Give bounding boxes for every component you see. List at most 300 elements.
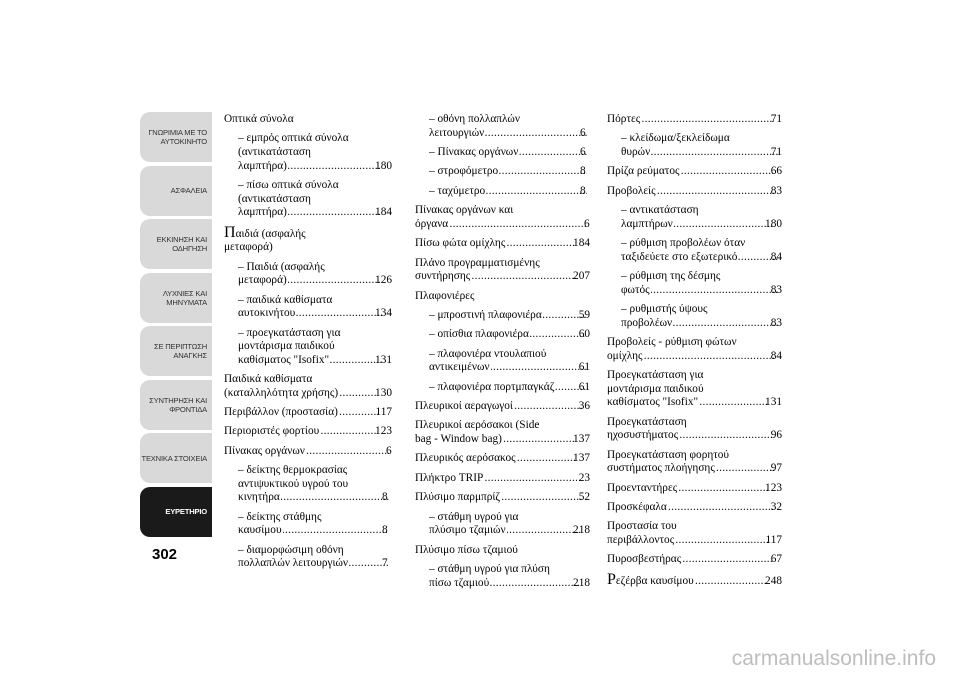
index-line: συστήματος πλοήγησης (607, 462, 715, 475)
index-leader-row: λειτουργιών ..... 6 (439, 127, 590, 141)
index-leader-row (607, 501, 782, 515)
index-line: Πλάνο προγραμματισμένης (415, 256, 540, 269)
index-entry-text (422, 146, 590, 160)
index-leader-row (415, 237, 590, 251)
index-entry-text (422, 309, 590, 323)
dot-leader (517, 452, 576, 466)
dot-leader (339, 387, 378, 401)
page-ref[interactable]: 61 (578, 380, 590, 393)
index-line: – στάθμη υγρού για πλύση (429, 562, 550, 575)
dot-leader (716, 462, 774, 476)
dot-leader (680, 165, 773, 179)
index-leader-row (607, 481, 782, 496)
index-leader-row (429, 308, 590, 323)
page-ref[interactable]: 184 (375, 206, 392, 219)
page-ref[interactable]: 52 (578, 491, 590, 504)
index-entry-text (422, 348, 590, 375)
index-leader-row (607, 165, 782, 179)
index-entry-text (607, 369, 782, 410)
dot-leader (668, 501, 774, 515)
index-entry-text (415, 452, 590, 466)
index-entry (224, 445, 392, 459)
index-entry-text (614, 270, 782, 297)
index-line: – δείκτης θερμοκρασίας (238, 464, 348, 477)
index-entry (415, 328, 590, 342)
index-line: – μπροστινή πλαφονιέρα (429, 308, 542, 321)
index-entry-text (415, 472, 590, 486)
page-ref[interactable]: 123 (765, 481, 782, 494)
index-line: Προβολείς - ρύθμιση φώτων (607, 336, 737, 349)
page-ref[interactable]: 83 (770, 283, 782, 296)
dot-leader (699, 396, 768, 410)
index-entry-text (231, 294, 392, 321)
index-leader-row (429, 361, 590, 375)
index-entry-text (614, 204, 782, 231)
page-ref[interactable]: 126 (375, 274, 392, 287)
index-leader-row (415, 270, 590, 284)
index-entry-text (607, 336, 782, 363)
page-ref[interactable]: 218 (573, 524, 590, 537)
index-entry-text (614, 237, 782, 264)
initial-letter: Ρ (607, 570, 616, 588)
index-line: Παιδικά καθίσματα (224, 373, 313, 386)
index-entry (415, 348, 590, 375)
index-entry (607, 449, 782, 476)
index-entry-text (607, 416, 782, 443)
index-line: Προεγκατάσταση φορητού (607, 448, 730, 461)
index-entry (224, 113, 392, 127)
dot-leader (306, 445, 389, 459)
index-column-2 (415, 113, 590, 596)
index-entry-text (607, 501, 782, 515)
index-entry (224, 544, 392, 571)
index-leader-row (429, 576, 590, 591)
index-line: Πλύσιμο παρμπρίζ (415, 491, 501, 504)
page-ref[interactable]: 97 (770, 462, 782, 475)
dot-leader (499, 165, 587, 179)
index-entry (415, 511, 590, 538)
index-line: θυρών (621, 145, 651, 158)
index-entry (415, 419, 590, 446)
page-ref[interactable]: 207 (573, 270, 590, 283)
index-entry-text (231, 132, 392, 173)
index-line: Πρίζα ρεύματος (607, 165, 680, 178)
dot-leader (651, 146, 778, 160)
dot-leader (288, 160, 382, 174)
index-leader-row (415, 452, 590, 466)
index-line: – αντικατάσταση (621, 204, 699, 217)
index-leader-row (224, 386, 392, 401)
index-line: – ταχύμετρο (429, 184, 486, 197)
index-entry-text (415, 400, 590, 414)
index-line: καθίσματος "Isofix" (607, 396, 699, 409)
dot-leader (491, 361, 586, 375)
index-line: ταξιδεύετε στο εξωτερικό (621, 250, 738, 263)
index-entry-text (422, 185, 590, 199)
index-entry (607, 553, 782, 567)
index-line: – πλαφονιέρα ντουλαπιού (429, 347, 547, 360)
section-tab[interactable]: ΕΚΚΙΝΗΣΗ ΚΑΙ ΟΔΗΓΗΣΗ (140, 219, 212, 269)
index-line: Προεγκατάσταση (607, 415, 687, 428)
dot-leader (506, 237, 576, 251)
dot-leader (449, 218, 587, 232)
index-line: πίσω τζαμιού (429, 576, 490, 589)
section-tab[interactable]: ΣΥΝΤΗΡΗΣΗ ΚΑΙ ΦΡΟΝΤΙΔΑ (140, 380, 212, 430)
index-entry-text (614, 132, 782, 159)
index-line: Οπτικά σύνολα (224, 113, 294, 125)
index-leader-row (238, 274, 392, 288)
dot-leader (486, 185, 587, 199)
index-line: – ρύθμιση της δέσμης (621, 270, 721, 283)
index-entry (415, 237, 590, 251)
page-ref[interactable]: 123 (375, 425, 392, 438)
index-line: Πλευρικοί αεραγωγοί (415, 400, 513, 413)
dot-leader (519, 146, 587, 160)
index-entry (415, 563, 590, 590)
index-leader-row: – στροφόμετρο ..... 8 (439, 165, 590, 179)
index-leader-row (429, 524, 590, 538)
index-line: Παιδιά (ασφαλής (224, 223, 306, 241)
page-ref[interactable]: 84 (770, 250, 782, 263)
index-line: – Πίνακας οργάνων (429, 145, 519, 158)
dot-leader (283, 524, 389, 538)
index-line: κινητήρα (238, 491, 280, 504)
index-leader-row: πολλαπλών λειτουργιών ..... 7 (248, 557, 392, 571)
index-line: πολλαπλών λειτουργιών (238, 557, 349, 570)
index-line: λαμπτήρων (621, 217, 673, 230)
index-entry-text (415, 257, 590, 284)
index-entry (607, 270, 782, 297)
section-tab[interactable]: ΣΕ ΠΕΡΙΠΤΩΣΗ ΑΝΑΓΚΗΣ (140, 326, 212, 376)
index-entry (607, 570, 782, 589)
page-ref[interactable]: 84 (770, 349, 782, 362)
index-line: καυσίμου (238, 524, 282, 537)
index-entry (415, 257, 590, 284)
index-line: συντήρησης (415, 270, 471, 283)
index-line: Περιβάλλον (προστασία) (224, 406, 338, 419)
section-tabs (140, 112, 212, 540)
section-tab[interactable]: ΤΕΧΝΙΚΑ ΣΤΟΙΧΕΙΑ (140, 433, 212, 483)
page-ref[interactable]: 96 (770, 429, 782, 442)
index-entry (415, 400, 590, 414)
section-tab[interactable]: ΑΣΦΑΛΕΙΑ (140, 166, 212, 216)
index-entry (607, 369, 782, 410)
index-leader-row (607, 462, 782, 476)
index-line: Προβολείς (607, 184, 656, 197)
index-leader-row (621, 283, 782, 298)
index-entry-text (422, 511, 590, 538)
index-line: Προστασία του (607, 520, 677, 533)
index-entry (607, 132, 782, 159)
index-line: – στροφόμετρο (429, 165, 499, 178)
page-ref[interactable]: 61 (578, 361, 590, 374)
dot-leader (503, 433, 576, 447)
index-line: Προσκέφαλα (607, 501, 667, 514)
dot-leader (485, 127, 587, 141)
index-line: όργανα (415, 217, 449, 230)
index-entry (607, 113, 782, 127)
page-ref[interactable]: 36 (578, 400, 590, 413)
index-entry-text (607, 482, 782, 496)
page-ref[interactable]: 131 (765, 396, 782, 409)
index-entry-text (231, 511, 392, 538)
index-line: λαμπτήρα) (238, 206, 287, 219)
index-line: Πυροσβεστήρας (607, 553, 682, 566)
index-entry (607, 501, 782, 515)
index-leader-row (621, 316, 782, 331)
index-leader-row (238, 353, 392, 368)
index-line: αντικειμένων (429, 361, 490, 374)
page-ref[interactable]: 218 (573, 576, 590, 589)
index-leader-row (415, 400, 590, 414)
page-ref[interactable]: 32 (770, 501, 782, 514)
index-line: (καταλληλότητα χρήσης) (224, 386, 339, 399)
index-entry (607, 204, 782, 231)
dot-leader (320, 425, 378, 439)
index-entry-text (231, 327, 392, 368)
index-entry (415, 113, 590, 140)
index-entry-text (607, 570, 782, 589)
index-entry (607, 520, 782, 547)
index-entry (607, 336, 782, 363)
index-leader-row (607, 349, 782, 364)
index-entry (415, 452, 590, 466)
index-line: αυτοκινήτου (238, 307, 296, 320)
index-leader-row: κινητήρα ..... 8 (248, 491, 392, 505)
index-leader-row (415, 471, 590, 486)
index-entry (415, 544, 590, 558)
index-entry-text (231, 464, 392, 505)
index-entry (415, 309, 590, 323)
index-line: Προενταντήρες (607, 481, 678, 494)
index-leader-row (621, 145, 782, 160)
index-leader-row (429, 328, 590, 342)
index-line: αντιψυκτικού υγρού του (238, 477, 349, 490)
dot-leader (657, 185, 774, 199)
index-line: Προεγκατάσταση για (607, 369, 704, 382)
dot-leader (675, 534, 768, 548)
index-line: λαμπτήρα) (238, 159, 287, 172)
section-tab[interactable]: ΛΥΧΝΙΕΣ ΚΑΙ ΜΗΝΥΜΑΤΑ (140, 273, 212, 323)
page-number: 302 (152, 546, 178, 563)
index-entry (224, 261, 392, 288)
index-entry-text (607, 185, 782, 199)
page-ref[interactable]: 117 (765, 534, 782, 546)
index-leader-row: όργανα ..... 6 (421, 218, 590, 232)
page-ref[interactable]: 67 (770, 553, 782, 566)
index-entry (607, 185, 782, 199)
index-line: – οθόνη πολλαπλών (429, 113, 520, 125)
index-line: – ρύθμιση προβολέων όταν (621, 237, 746, 250)
index-leader-row (238, 159, 392, 174)
page-ref[interactable]: 59 (578, 308, 590, 321)
index-line: προβολέων (621, 316, 673, 329)
page-ref[interactable]: 137 (573, 452, 590, 465)
page-ref[interactable]: 23 (578, 471, 590, 484)
index-entry-text (607, 553, 782, 567)
page-ref[interactable]: 180 (765, 217, 782, 230)
page-ref[interactable]: 248 (765, 574, 782, 587)
index-leader-row (621, 250, 782, 265)
index-entry-text (422, 328, 590, 342)
index-leader-row (415, 433, 590, 447)
index-leader-row: – Πίνακας οργάνων ..... 6 (439, 146, 590, 160)
dot-leader (678, 482, 768, 496)
dot-leader (281, 491, 389, 505)
index-entry (224, 511, 392, 538)
dot-leader (674, 218, 772, 232)
index-line: καθίσματος "Isofix" (238, 353, 330, 366)
page-ref[interactable]: 71 (770, 113, 782, 125)
index-line: πλύσιμο τζαμιών (429, 524, 506, 537)
index-line: (αντικατάσταση (238, 192, 311, 205)
index-leader-row (607, 396, 782, 410)
index-line: μεταφορά) (224, 241, 273, 254)
index-line: (αντικατάσταση (238, 145, 311, 158)
index-entry (224, 464, 392, 505)
index-line: μοντάρισμα παιδικού (607, 382, 704, 395)
index-entry (224, 327, 392, 368)
index-leader-row (607, 534, 782, 548)
dot-leader (296, 307, 382, 321)
section-tab[interactable]: ΓΝΩΡΙΜΙΑ ΜΕ ΤΟ ΑΥΤΟΚΙΝΗΤΟ (140, 112, 212, 162)
watermark: carmanualsonline.info (731, 647, 936, 670)
index-entry (224, 406, 392, 420)
page-ref[interactable]: 130 (375, 386, 392, 399)
index-line: – διαμορφώσιμη οθόνη (238, 543, 344, 556)
index-leader-row (621, 217, 782, 232)
dot-leader (644, 350, 774, 364)
index-leader-row (238, 307, 392, 321)
page-ref[interactable]: 83 (770, 184, 782, 197)
index-entry (607, 237, 782, 264)
page-ref[interactable]: 60 (578, 328, 590, 341)
dot-leader (679, 429, 774, 443)
index-leader-row (607, 113, 782, 127)
index-entry (607, 416, 782, 443)
index-entry-text (607, 520, 782, 547)
index-line: bag - Window bag) (415, 433, 502, 446)
index-line: – κλείδωμα/ξεκλείδωμα (621, 132, 730, 145)
index-leader-row (429, 380, 590, 395)
index-entry-text (415, 204, 590, 231)
index-leader-row: καυσίμου ..... 8 (248, 524, 392, 538)
index-line: Ρεζέρβα καυσίμου (607, 570, 694, 588)
page-ref[interactable]: 137 (573, 433, 590, 446)
index-line: ηχοσυστήματος (607, 429, 679, 442)
index-line: μοντάρισμα παιδικού (238, 340, 335, 353)
index-leader-row: – ταχύμετρο ..... 8 (439, 185, 590, 199)
page-ref[interactable]: 180 (375, 159, 392, 172)
page-ref[interactable]: 117 (375, 406, 392, 419)
index-entry (224, 132, 392, 173)
page-ref[interactable]: 83 (770, 316, 782, 329)
index-column-1 (224, 113, 392, 577)
initial-letter: Π (224, 223, 236, 241)
index-entry (607, 165, 782, 179)
index-leader-row (224, 406, 392, 420)
index-line: Πόρτες (607, 113, 641, 125)
index-entry (415, 165, 590, 179)
index-entry (415, 472, 590, 486)
dot-leader (490, 577, 580, 591)
index-entry-text (415, 237, 590, 251)
dot-leader (339, 406, 379, 420)
index-entry-text (607, 449, 782, 476)
page-ref[interactable]: 66 (770, 165, 782, 178)
index-line: – πίσω οπτικά σύνολα (238, 178, 339, 191)
index-entry (415, 185, 590, 199)
index-line: – οπίσθια πλαφονιέρα (429, 328, 529, 341)
index-line: – προεγκατάσταση για (238, 326, 341, 339)
index-leader-row: Πίνακας οργάνων ..... 6 (230, 445, 392, 459)
dot-leader (514, 400, 582, 414)
index-entry (224, 373, 392, 400)
dot-leader (288, 206, 382, 220)
index-entry (224, 223, 392, 255)
index-entry-text (415, 491, 590, 505)
index-entry (415, 146, 590, 160)
index-line: – στάθμη υγρού για (429, 510, 519, 523)
dot-leader (501, 491, 582, 505)
index-entry-text (224, 113, 392, 127)
index-entry (607, 482, 782, 496)
index-line: – παιδικά καθίσματα (238, 293, 333, 306)
index-entry-text (224, 445, 392, 459)
section-tab[interactable]: ΕΥΡΕΤΗΡΙΟ (140, 487, 212, 537)
index-column-3 (607, 113, 782, 594)
dot-leader (695, 575, 768, 589)
page-ref[interactable]: 71 (770, 145, 782, 158)
dot-leader (651, 284, 778, 298)
index-line: περιβάλλοντος (607, 534, 675, 546)
index-entry-text (415, 544, 590, 558)
index-entry (415, 491, 590, 505)
index-entry-text (422, 563, 590, 590)
index-line: Πίνακας οργάνων (224, 444, 305, 457)
index-entry (415, 204, 590, 231)
index-leader-row (224, 425, 392, 439)
index-line: Πλευρικοί αερόσακοι (Side (415, 419, 540, 432)
index-entry-text (607, 113, 782, 127)
dot-leader (641, 113, 774, 127)
dot-leader (682, 553, 774, 567)
dot-leader (530, 328, 586, 342)
page-ref[interactable]: 184 (573, 237, 590, 250)
page-ref[interactable]: 134 (375, 307, 392, 320)
index-entry-text (422, 381, 590, 395)
index-entry-text (224, 406, 392, 420)
index-line: Πλήκτρο TRIP (415, 471, 484, 484)
index-line: λειτουργιών (429, 126, 485, 139)
dot-leader (673, 317, 778, 331)
index-entry (224, 179, 392, 220)
index-entry-text (614, 303, 782, 330)
index-entry-text (231, 261, 392, 288)
index-entry-text (224, 223, 392, 255)
index-leader-row (607, 184, 782, 199)
index-line: Πλαφονιέρες (415, 289, 475, 302)
index-line: – ρυθμιστής ύψους (621, 303, 708, 316)
index-line: ομίχλης (607, 349, 643, 362)
index-leader-row (607, 570, 782, 589)
index-entry-text (415, 419, 590, 446)
page-ref[interactable]: 131 (375, 353, 392, 366)
index-entry-text (231, 544, 392, 571)
index-entry-text (231, 179, 392, 220)
index-leader-row (607, 553, 782, 567)
index-line: Πίνακας οργάνων και (415, 204, 514, 217)
